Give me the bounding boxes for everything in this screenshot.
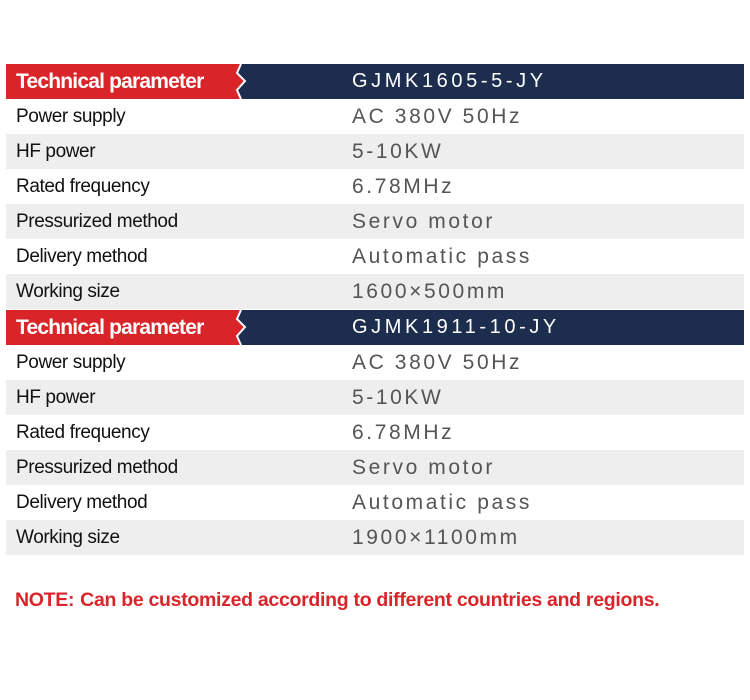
row-label: Delivery method (16, 245, 148, 267)
table-row (6, 169, 744, 204)
note-text: Can be customized according to different countries and regions. (80, 589, 660, 611)
spec-table-2 (6, 310, 744, 555)
row-label: Power supply (16, 105, 126, 127)
model-number: GJMK1605-5-JY (236, 64, 744, 99)
row-label: HF power (16, 140, 96, 162)
model-number: GJMK1911-10-JY (236, 310, 744, 345)
table-row (6, 380, 744, 415)
zigzag-divider-icon (232, 64, 248, 99)
table-row (6, 99, 744, 134)
row-label: Working size (16, 280, 120, 302)
row-value: 6.78MHz (352, 174, 455, 198)
table-header (6, 64, 744, 99)
row-value: AC 380V 50Hz (352, 104, 523, 128)
row-value: 1900×1100mm (352, 525, 520, 549)
header-label: Technical parameter (6, 310, 236, 345)
row-value: Servo motor (352, 455, 495, 479)
row-label: Rated frequency (16, 421, 150, 443)
table-row (6, 274, 744, 309)
customization-note (15, 589, 745, 612)
table-row (6, 520, 744, 555)
spec-table-1 (6, 64, 744, 309)
row-value: 1600×500mm (352, 279, 508, 303)
row-label: HF power (16, 386, 96, 408)
row-label: Pressurized method (16, 210, 178, 232)
table-header (6, 310, 744, 345)
row-value: AC 380V 50Hz (352, 350, 523, 374)
row-value: Automatic pass (352, 244, 532, 268)
row-label: Working size (16, 526, 120, 548)
table-row (6, 345, 744, 380)
table-row (6, 415, 744, 450)
table-row (6, 239, 744, 274)
row-label: Power supply (16, 351, 126, 373)
table-row (6, 450, 744, 485)
row-value: Servo motor (352, 209, 495, 233)
row-value: 5-10KW (352, 385, 444, 409)
table-row (6, 134, 744, 169)
row-label: Rated frequency (16, 175, 150, 197)
row-label: Delivery method (16, 491, 148, 513)
table-row (6, 204, 744, 239)
note-label: NOTE: (15, 589, 75, 611)
zigzag-divider-icon (232, 310, 248, 345)
table-row (6, 485, 744, 520)
header-label: Technical parameter (6, 64, 236, 99)
row-label: Pressurized method (16, 456, 178, 478)
row-value: Automatic pass (352, 490, 532, 514)
row-value: 5-10KW (352, 139, 444, 163)
row-value: 6.78MHz (352, 420, 455, 444)
